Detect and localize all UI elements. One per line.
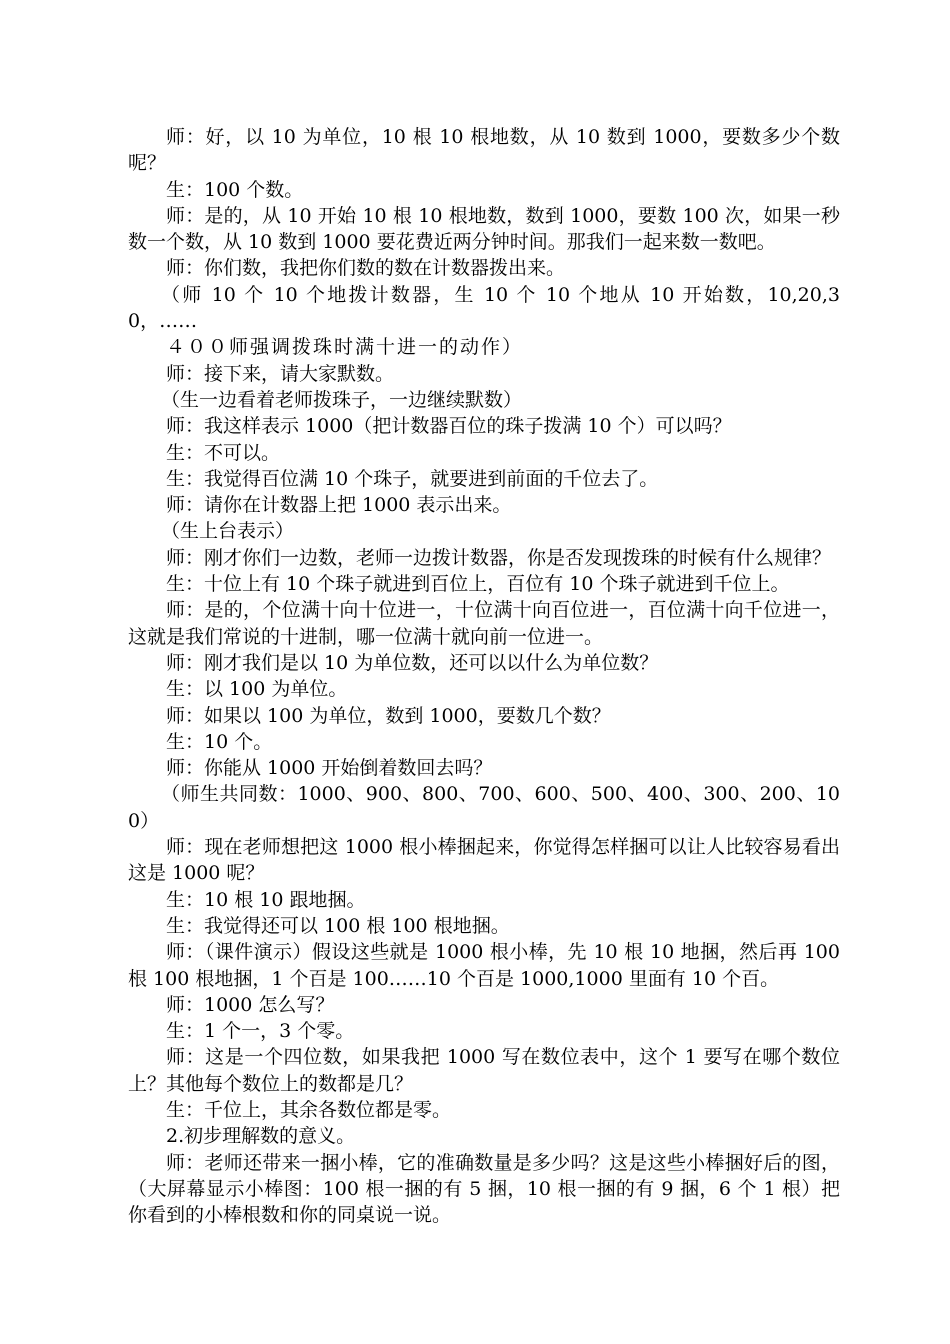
section-heading-2: 2.初步理解数的意义。 xyxy=(166,1125,356,1148)
paragraph-14: 师：刚才你们一边数，老师一边拨计数器，你是否发现拨珠的时候有什么规律？ xyxy=(166,546,832,569)
paragraph-21: 师：你能从 1000 开始倒着数回去吗？ xyxy=(166,757,493,780)
paragraph-11: 生：我觉得百位满 10 个珠子，就要进到前面的千位去了。 xyxy=(166,467,659,490)
paragraph-24: 生：10 根 10 跟地捆。 xyxy=(166,888,366,911)
paragraph-2: 生：100 个数。 xyxy=(166,178,304,201)
paragraph-26: 师：（课件演示）假设这些就是 1000 根小棒，先 10 根 10 地捆，然后再 100 根 100 根地捆，1 个百是 100……10 个百是 1000,1000 里面有 10 个百。 xyxy=(128,941,840,990)
paragraph-18: 生：以 100 为单位。 xyxy=(166,678,348,701)
paragraph-13: （生上台表示） xyxy=(161,520,295,543)
paragraph-22: （师生共同数：1000、900、800、700、600、500、400、300、200、100） xyxy=(128,783,840,832)
paragraph-29: 师：这是一个四位数，如果我把 1000 写在数位表中，这个 1 要写在哪个数位上？其他每个数位上的数都是几？ xyxy=(128,1046,840,1095)
paragraph-15: 生：十位上有 10 个珠子就进到百位上，百位有 10 个珠子就进到千位上。 xyxy=(166,573,790,596)
paragraph-6: ４００师强调拨珠时满十进一的动作） xyxy=(166,336,524,359)
document-page xyxy=(128,124,840,1228)
paragraph-28: 生：1 个一，3 个零。 xyxy=(166,1020,355,1043)
paragraph-25: 生：我觉得还可以 100 根 100 根地捆。 xyxy=(166,914,510,937)
paragraph-3: 师：是的，从 10 开始 10 根 10 根地数，数到 1000，要数 100 次，如果一秒数一个数，从 10 数到 1000 要花费近两分钟时间。那我们一起来数一数吧。 xyxy=(128,204,840,254)
paragraph-19: 师：如果以 100 为单位，数到 1000，要数几个数？ xyxy=(166,704,611,727)
paragraph-5: （师 10 个 10 个地拨计数器，生 10 个 10 个地从 10 开始数，10,20,30，…… xyxy=(128,283,840,333)
paragraph-23: 师：现在老师想把这 1000 根小棒捆起来，你觉得怎样捆可以让人比较容易看出这是 1000 呢？ xyxy=(128,836,840,885)
paragraph-20: 生：10 个。 xyxy=(166,730,273,753)
paragraph-4: 师：你们数，我把你们数的数在计数器拨出来。 xyxy=(166,257,566,280)
paragraph-7: 师：接下来，请大家默数。 xyxy=(166,362,395,385)
paragraph-10: 生：不可以。 xyxy=(166,441,281,464)
paragraph-16: 师：是的，个位满十向十位进一，十位满十向百位进一，百位满十向千位进一，这就是我们常说的十进制，哪一位满十就向前一位进一。 xyxy=(128,599,840,648)
paragraph-30: 生：千位上，其余各数位都是零。 xyxy=(166,1098,452,1121)
paragraph-1: 师：好，以 10 为单位，10 根 10 根地数，从 10 数到 1000，要数多少个数呢？ xyxy=(128,126,840,175)
paragraph-32: 师：老师还带来一捆小棒，它的准确数量是多少吗？这是这些小棒捆好后的图，（大屏幕显示小棒图：100 根一捆的有 5 捆，10 根一捆的有 9 捆，6 个 1 根）把你看到的小棒根数和你的同桌说一说。 xyxy=(128,1151,840,1227)
paragraph-27: 师：1000 怎么写？ xyxy=(166,993,335,1016)
paragraph-8: （生一边看着老师拨珠子，一边继续默数） xyxy=(161,388,523,411)
paragraph-12: 师：请你在计数器上把 1000 表示出来。 xyxy=(166,494,512,517)
paragraph-9: 师：我这样表示 1000（把计数器百位的珠子拨满 10 个）可以吗？ xyxy=(166,415,732,438)
paragraph-17: 师：刚才我们是以 10 为单位数，还可以以什么为单位数？ xyxy=(166,651,659,674)
